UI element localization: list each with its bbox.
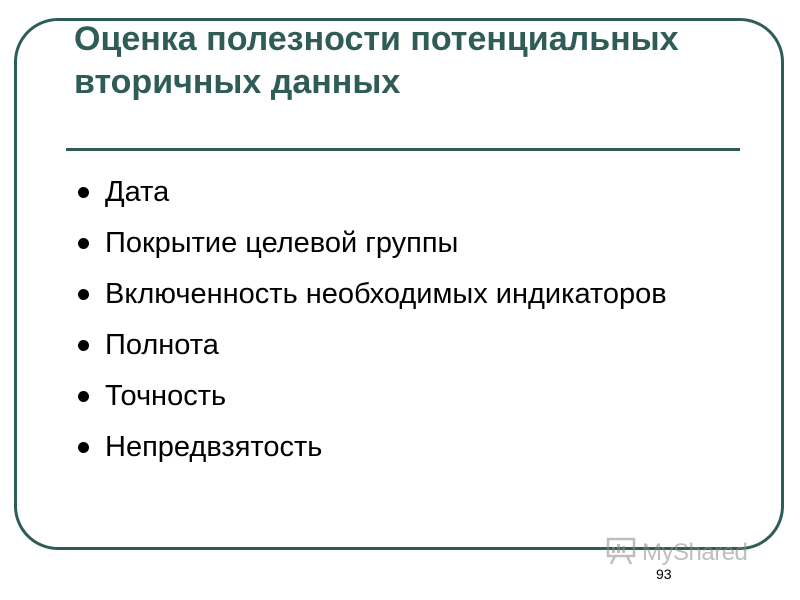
bullet-item <box>78 274 718 314</box>
bullet-dot-icon <box>78 187 89 198</box>
bullet-item <box>78 172 718 212</box>
bullet-item <box>78 223 718 263</box>
bullet-text: Дата <box>105 176 170 208</box>
bullet-dot-icon <box>78 289 89 300</box>
bullet-item <box>78 325 718 365</box>
slide-title: Оценка полезности потенциальных вторичных данных <box>74 20 679 101</box>
bullet-list <box>78 172 718 478</box>
bullet-item <box>78 376 718 416</box>
page-number: 93 <box>656 566 672 582</box>
title-underline <box>66 148 740 151</box>
watermark <box>606 536 747 570</box>
presentation-board-icon <box>606 536 636 571</box>
bullet-text: Полнота <box>105 329 219 361</box>
bullet-dot-icon <box>78 391 89 402</box>
bullet-dot-icon <box>78 340 89 351</box>
bullet-text: Непредвзятость <box>105 431 323 463</box>
bullet-text: Включенность необходимых индикаторов <box>105 278 667 310</box>
bullet-text: Покрытие целевой группы <box>105 227 459 259</box>
bullet-item <box>78 427 718 467</box>
bullet-dot-icon <box>78 238 89 249</box>
bullet-dot-icon <box>78 442 89 453</box>
watermark-logo: MyShared <box>642 539 748 566</box>
bullet-text: Точность <box>105 380 227 412</box>
